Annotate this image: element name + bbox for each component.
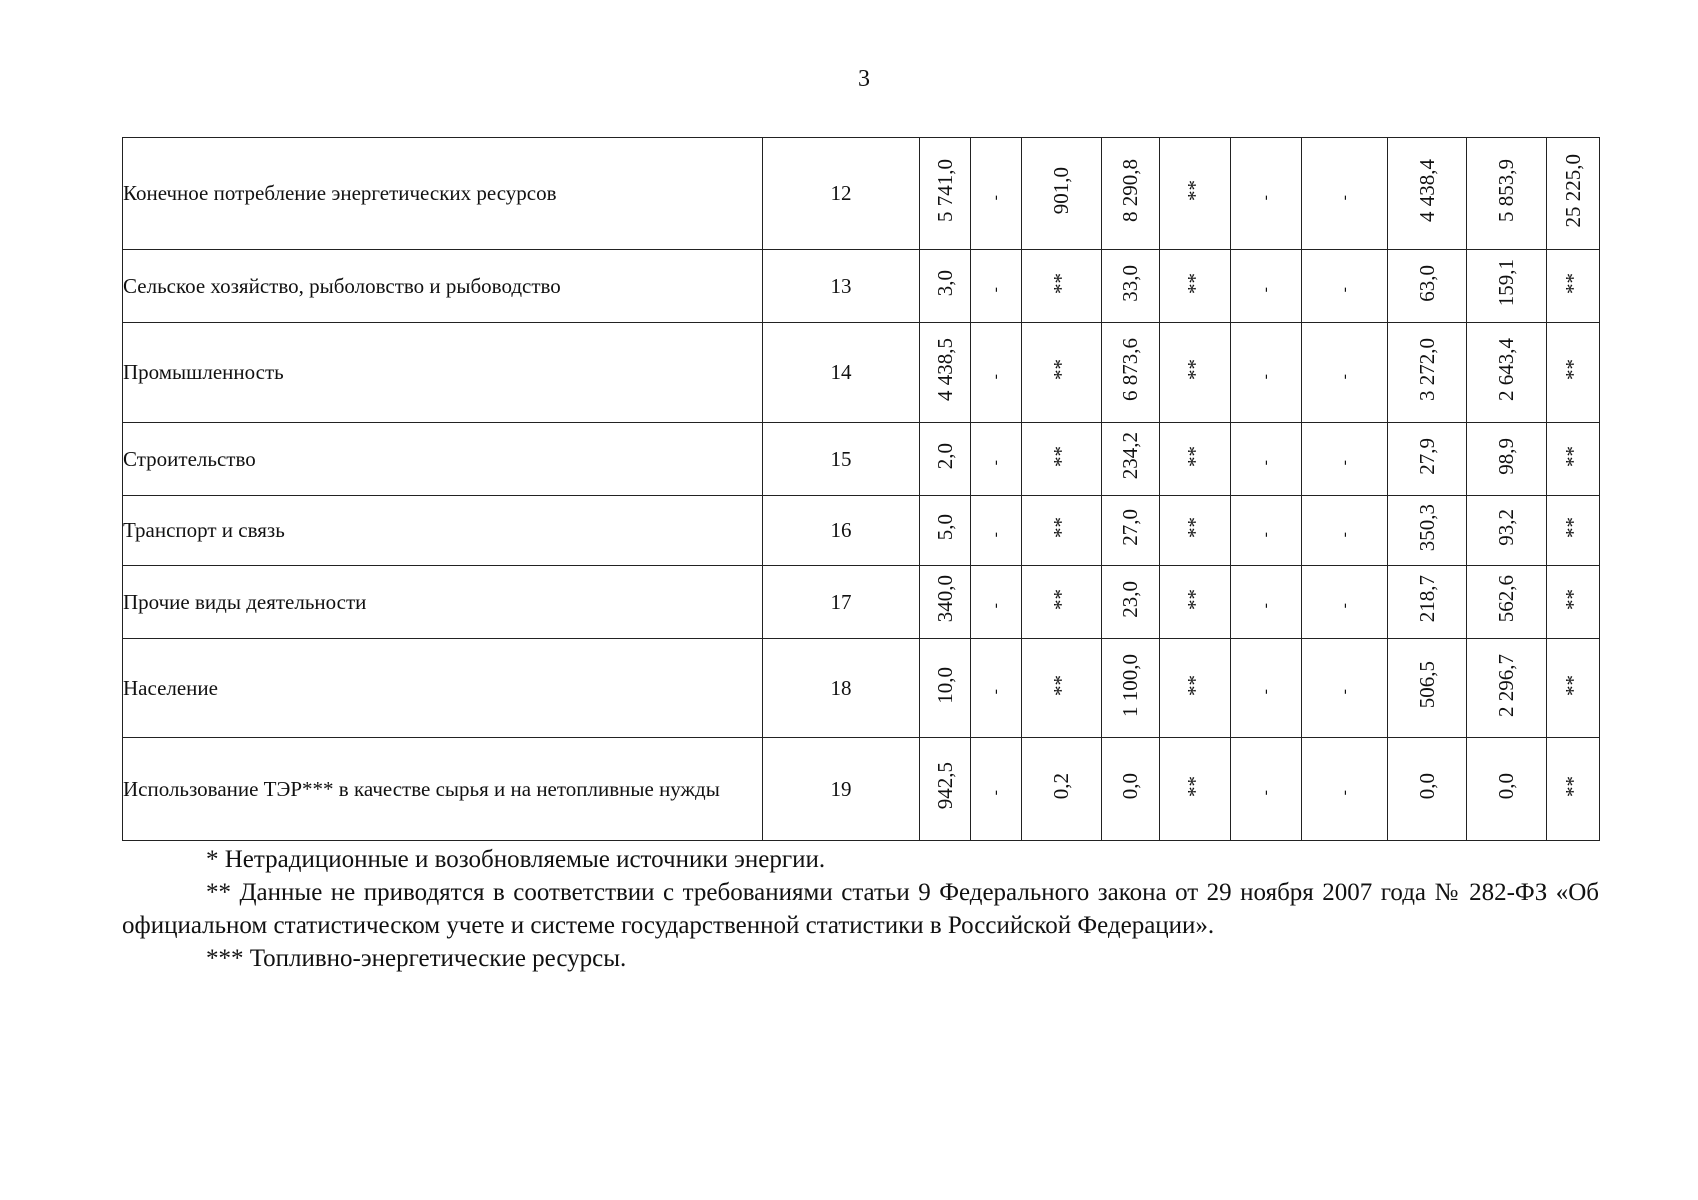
value-text: ** <box>1560 445 1585 467</box>
value-cell <box>1467 496 1547 566</box>
value-text: 4 438,4 <box>1414 159 1439 222</box>
row-name-cell: Прочие виды деятельности <box>123 566 763 639</box>
value-cell <box>1388 639 1467 738</box>
value-text: - <box>1257 531 1274 537</box>
value-text: ** <box>1049 588 1073 610</box>
value-cell <box>920 496 971 566</box>
value-text: 340,0 <box>932 575 957 623</box>
value-text: 98,9 <box>1494 437 1518 475</box>
value-text: 93,2 <box>1494 509 1518 546</box>
page-number: 3 <box>858 66 870 92</box>
value-cell <box>920 566 971 639</box>
value-cell <box>1388 423 1467 496</box>
value-text: ** <box>1182 775 1207 797</box>
value-text: - <box>987 790 1004 796</box>
value-cell <box>1231 138 1302 250</box>
value-cell <box>1388 566 1467 639</box>
value-text: 942,5 <box>932 762 957 810</box>
value-text: - <box>1335 460 1353 466</box>
row-code-cell: 15 <box>763 423 920 496</box>
footnote-three: *** Топливно-энергетические ресурсы. <box>206 945 627 972</box>
value-text: ** <box>1560 359 1585 380</box>
value-cell <box>1547 738 1600 841</box>
value-cell <box>1547 423 1600 496</box>
value-text: - <box>1257 460 1274 466</box>
value-cell <box>1231 323 1302 423</box>
value-cell <box>1302 250 1388 323</box>
table-body <box>123 138 1600 841</box>
value-text: 234,2 <box>1118 432 1142 480</box>
value-text: 2 296,7 <box>1494 653 1518 717</box>
value-cell <box>1302 323 1388 423</box>
value-cell <box>1467 738 1547 841</box>
value-cell <box>1467 250 1547 323</box>
value-text: - <box>987 531 1004 537</box>
value-cell <box>1102 250 1160 323</box>
value-cell <box>1022 250 1102 323</box>
table-row <box>123 138 1600 250</box>
value-text: 0,2 <box>1049 772 1073 800</box>
value-text: - <box>1335 603 1353 609</box>
value-text: 901,0 <box>1049 166 1073 215</box>
value-text: - <box>1335 790 1353 796</box>
value-text: 1 100,0 <box>1118 653 1142 717</box>
value-cell <box>920 738 971 841</box>
value-text: 506,5 <box>1414 661 1439 709</box>
row-code-cell: 14 <box>763 323 920 423</box>
value-text: 10,0 <box>932 666 957 704</box>
value-cell <box>920 250 971 323</box>
value-text: - <box>1335 287 1353 293</box>
value-text: ** <box>1560 517 1585 538</box>
value-text: ** <box>1049 359 1073 380</box>
value-cell <box>1160 323 1231 423</box>
value-cell <box>1102 138 1160 250</box>
row-code-cell: 13 <box>763 250 920 323</box>
value-text: - <box>1257 287 1274 293</box>
value-cell <box>1102 639 1160 738</box>
value-text: - <box>987 460 1004 466</box>
value-cell <box>1467 323 1547 423</box>
value-text: ** <box>1182 180 1207 201</box>
row-name-cell: Строительство <box>123 423 763 496</box>
value-cell <box>1022 323 1102 423</box>
value-cell <box>971 323 1022 423</box>
row-name-cell: Промышленность <box>123 323 763 423</box>
value-cell <box>971 639 1022 738</box>
value-cell <box>1467 639 1547 738</box>
row-name-cell: Использование ТЭР*** в качестве сырья и на нетопливные нужды <box>123 738 763 841</box>
value-cell <box>1022 496 1102 566</box>
row-name-cell: Сельское хозяйство, рыболовство и рыбоводство <box>123 250 763 323</box>
value-text: - <box>1257 373 1274 379</box>
row-code-cell: 16 <box>763 496 920 566</box>
value-cell <box>1231 566 1302 639</box>
footnote-two: ** Данные не приводятся в соответствии с требованиями статьи 9 Федерального закона от 29 ноября 2007 года № 282-ФЗ «Об официальном статистическом учете и системе государственной статистики в Российской Федерации». <box>122 879 1599 939</box>
value-cell <box>1547 639 1600 738</box>
value-cell <box>971 496 1022 566</box>
value-text: ** <box>1182 588 1207 610</box>
table-row <box>123 738 1600 841</box>
value-text: 63,0 <box>1414 264 1439 302</box>
value-cell <box>1302 738 1388 841</box>
value-cell <box>1102 496 1160 566</box>
value-cell <box>1102 423 1160 496</box>
footnotes <box>122 843 1599 975</box>
value-cell <box>971 423 1022 496</box>
row-code-cell: 12 <box>763 138 920 250</box>
value-text: - <box>987 689 1004 695</box>
value-text: 218,7 <box>1414 575 1439 623</box>
value-cell <box>1160 639 1231 738</box>
value-text: 27,9 <box>1414 437 1439 475</box>
value-text: 27,0 <box>1118 509 1142 546</box>
row-name-cell: Конечное потребление энергетических ресурсов <box>123 138 763 250</box>
value-cell <box>1302 423 1388 496</box>
value-cell <box>1022 138 1102 250</box>
value-cell <box>1388 323 1467 423</box>
value-cell <box>1022 639 1102 738</box>
value-text: 8 290,8 <box>1118 159 1142 222</box>
value-text: 562,6 <box>1494 575 1518 623</box>
value-text: ** <box>1182 674 1207 696</box>
table-row <box>123 639 1600 738</box>
value-cell <box>1302 138 1388 250</box>
value-cell <box>1160 250 1231 323</box>
value-cell <box>1547 323 1600 423</box>
value-cell <box>1467 566 1547 639</box>
value-text: ** <box>1049 517 1073 538</box>
value-cell <box>1231 423 1302 496</box>
value-cell <box>1547 496 1600 566</box>
value-text: - <box>987 603 1004 609</box>
value-text: - <box>1335 373 1353 379</box>
value-cell <box>1388 738 1467 841</box>
table-row <box>123 423 1600 496</box>
row-code-cell: 17 <box>763 566 920 639</box>
value-text: ** <box>1182 445 1207 467</box>
value-cell <box>1022 423 1102 496</box>
value-text: 3 272,0 <box>1414 338 1439 401</box>
value-text: 5 853,9 <box>1494 159 1518 222</box>
value-text: 350,3 <box>1414 503 1439 552</box>
value-text: - <box>987 373 1004 379</box>
value-text: ** <box>1560 775 1585 797</box>
row-code-cell: 19 <box>763 738 920 841</box>
table-row <box>123 250 1600 323</box>
value-text: ** <box>1182 359 1207 380</box>
value-cell <box>971 738 1022 841</box>
value-cell <box>1022 566 1102 639</box>
value-cell <box>920 423 971 496</box>
value-cell <box>1467 138 1547 250</box>
value-cell <box>920 323 971 423</box>
value-cell <box>1102 566 1160 639</box>
value-text: - <box>987 194 1004 200</box>
energy-consumption-table <box>122 137 1600 841</box>
value-text: - <box>1335 689 1353 695</box>
value-cell <box>1231 639 1302 738</box>
value-text: ** <box>1049 445 1073 467</box>
value-text: ** <box>1182 272 1207 294</box>
value-text: 2 643,4 <box>1494 338 1518 401</box>
value-cell <box>1302 566 1388 639</box>
value-cell <box>971 250 1022 323</box>
value-cell <box>1160 738 1231 841</box>
value-text: ** <box>1182 517 1207 538</box>
value-text: - <box>1257 194 1274 200</box>
value-cell <box>1160 138 1231 250</box>
value-text: - <box>987 287 1004 293</box>
value-cell <box>1022 738 1102 841</box>
value-text: - <box>1257 689 1274 695</box>
value-cell <box>1160 423 1231 496</box>
value-text: - <box>1257 790 1274 796</box>
value-cell <box>1302 639 1388 738</box>
value-text: 5 741,0 <box>932 159 957 222</box>
value-cell <box>920 138 971 250</box>
value-text: 5,0 <box>932 514 957 541</box>
row-name-cell: Транспорт и связь <box>123 496 763 566</box>
value-text: 3,0 <box>932 269 957 297</box>
value-cell <box>1231 738 1302 841</box>
value-text: 0,0 <box>1494 772 1518 800</box>
value-cell <box>1231 250 1302 323</box>
value-text: 2,0 <box>932 442 957 470</box>
row-name-cell: Население <box>123 639 763 738</box>
value-text: 33,0 <box>1118 264 1142 302</box>
value-cell <box>1388 138 1467 250</box>
value-text: 159,1 <box>1494 259 1518 307</box>
value-text: ** <box>1560 674 1585 696</box>
table-row <box>123 323 1600 423</box>
value-text: 0,0 <box>1414 772 1439 800</box>
value-cell <box>1547 250 1600 323</box>
value-cell <box>1102 738 1160 841</box>
value-cell <box>1547 566 1600 639</box>
value-cell <box>1388 250 1467 323</box>
value-cell <box>1231 496 1302 566</box>
value-text: ** <box>1049 674 1073 696</box>
value-text: ** <box>1049 272 1073 294</box>
value-text: 25 225,0 <box>1560 153 1585 228</box>
value-cell <box>1102 323 1160 423</box>
value-cell <box>1547 138 1600 250</box>
value-cell <box>1467 423 1547 496</box>
value-cell <box>971 566 1022 639</box>
value-text: - <box>1257 603 1274 609</box>
value-text: - <box>1335 194 1353 200</box>
value-text: ** <box>1560 272 1585 294</box>
table-row <box>123 496 1600 566</box>
value-text: 4 438,5 <box>932 338 957 401</box>
value-cell <box>971 138 1022 250</box>
value-cell <box>920 639 971 738</box>
value-text: 23,0 <box>1118 580 1142 618</box>
value-text: - <box>1335 531 1353 537</box>
footnote-one: * Нетрадиционные и возобновляемые источники энергии. <box>206 846 826 873</box>
value-text: ** <box>1560 588 1585 610</box>
value-text: 6 873,6 <box>1118 338 1142 401</box>
value-cell <box>1160 496 1231 566</box>
value-cell <box>1160 566 1231 639</box>
value-text: 0,0 <box>1118 772 1142 800</box>
row-code-cell: 18 <box>763 639 920 738</box>
value-cell <box>1388 496 1467 566</box>
table-row <box>123 566 1600 639</box>
value-cell <box>1302 496 1388 566</box>
